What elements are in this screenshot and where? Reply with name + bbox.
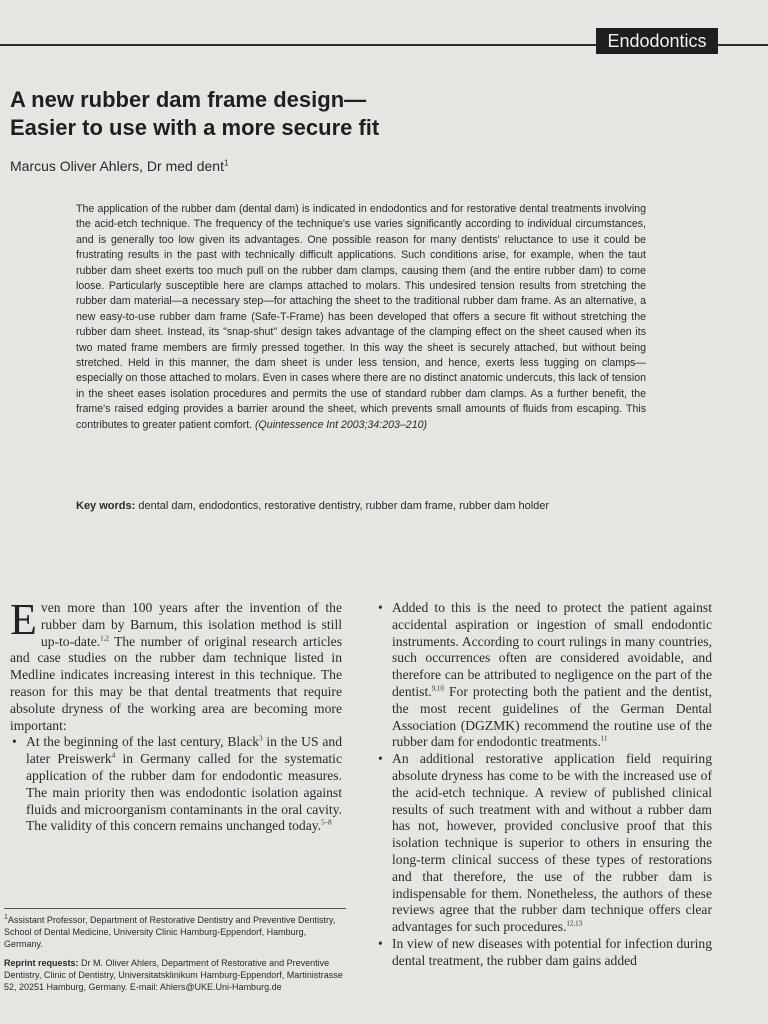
title-line-2: Easier to use with a more secure fit [10, 115, 380, 140]
title-line-1: A new rubber dam frame design— [10, 87, 367, 112]
intro-text-cont: The number of original research articles and case studies on the rubber dam technique listed in Medline indicates increasing interest in this technique. The reason for this may be that dental treatments that require absolute dryness of the working area are becoming more important: [10, 633, 342, 733]
bullet-icon: • [378, 600, 383, 615]
author-name: Marcus Oliver Ahlers, Dr med dent [10, 158, 224, 174]
section-label: Endodontics [596, 28, 718, 54]
affiliation-footnote [4, 914, 346, 950]
article-title [10, 86, 610, 142]
list-item [376, 751, 712, 936]
keywords-text: dental dam, endodontics, restorative dentistry, rubber dam frame, rubber dam holder [138, 500, 550, 512]
reprint-text: Dr M. Oliver Ahlers, Department of Restorative and Preventive Dentistry, Clinic of Dentistry, Universitatsklinikum Hamburg-Eppendorf, Martinistrasse 52, 20251 Hamburg, Germany. E-mail: Ahlers@UKE.Uni-Hamburg.de [4, 958, 343, 992]
keywords-label: Key words: [76, 500, 136, 512]
footnote-divider [4, 908, 346, 909]
bullet-icon: • [12, 734, 17, 750]
abstract-text: The application of the rubber dam (dental dam) is indicated in endodontics and for restorative dental treatments involving the acid-etch technique. The frequency of the technique's use varies significantly according to individual circumstances, and is generally too low given its advantages. One possible reason for many dentists' reluctance to use it could be frustrating results in the past with technically difficult applications. Such conditions arise, for example, when the taut rubber dam sheet exerts too much pull on the rubber dam clamps, causing them (and the entire rubber dam) to come loose. Particularly susceptible here are clamps attached to molars. This undesired tension results from stretching the rubber dam material—a necessary step—for attaching the sheet to the traditional rubber dam frame. As an alternative, a new easy-to-use rubber dam frame (Safe-T-Frame) has been developed that offers a secure fit without stretching the rubber dam sheet. Instead, its "snap-shut" design takes advantage of the clamping effect on the sheet caused when its two mated frame members are firmly pressed together. In this way the sheet is securely attached, but without being stretched. Held in this manner, the dam sheet is under less tension, and hence, exerts less tugging on clamps—especially on those attached to molars. Even in cases where there are no distinct anatomic undercuts, this lack of tension in the sheet eases isolation procedures and permits the use of standard rubber dam clamps. As a further benefit, the frame's raised edging provides a barrier around the sheet, which prevents small amounts of fluids from escaping. This contributes to greater patient comfort. [76, 203, 646, 431]
ref-marker: 9,10 [431, 684, 444, 693]
bullet-list-right [376, 600, 712, 970]
author-line [10, 158, 228, 174]
ref-marker: 11 [600, 734, 608, 743]
intro-text: ven more than 100 years after the invention of the rubber dam by Barnum, this isolation method is still up-to-date. [40, 600, 342, 649]
abstract [76, 202, 646, 433]
affiliation-text: Assistant Professor, Department of Restorative Dentistry and Preventive Dentistry, School of Dental Medicine, University Clinic Hamburg-Eppendorf, Hamburg, Germany. [4, 915, 336, 949]
bullet-text: in Germany called for the systematic application of the rubber dam for endodontic measures. The main priority then was endodontic isolation against fluids and microorganism contaminants in the oral cavity. The validity of this concern remains unchanged today. [26, 751, 342, 834]
bullet-text: At the beginning of the last century, Black [26, 734, 260, 750]
ref-marker: 3 [259, 734, 263, 743]
bullet-list-left [10, 734, 342, 835]
abstract-citation: (Quintessence Int 2003;34:203–210) [255, 418, 428, 431]
bullet-icon: • [378, 935, 383, 951]
body-column-left [10, 595, 343, 835]
reprint-footnote [4, 957, 346, 993]
bullet-text: In view of new diseases with potential for infection during dental treatment, the rubber dam gains added [392, 935, 712, 968]
keywords [76, 500, 656, 512]
footnotes [4, 914, 346, 1000]
ref-marker: 12,13 [566, 919, 583, 928]
bullet-text: in the US and later Preiswerk [26, 734, 343, 767]
list-item [376, 600, 712, 751]
intro-paragraph [10, 595, 342, 734]
body-column-right [376, 600, 712, 970]
bullet-icon: • [378, 751, 383, 767]
list-item [10, 734, 342, 835]
drop-cap: E [10, 595, 37, 644]
ref-marker: 4 [111, 751, 116, 760]
bullet-text: Added to this is the need to protect the patient against accidental aspiration or ingestion of small endodontic instruments. According to court rulings in many countries, such occurrences often are considered avoidable, and therefore can be attributed to negligence on the part of the dentist. [392, 600, 712, 699]
ref-marker: 1,2 [100, 634, 109, 643]
bullet-text: An additional restorative application field requiring absolute dryness has come to be with the increased use of the acid-etch technique. A review of published clinical results of such treatment with and without a rubber dam has not, however, provided conclusive proof that this isolation technique is superior to others in ensuring the long-term clinical success of these types of restorations and that therefore, the use of the rubber dam is indispensable for them. Nonetheless, the authors of these reviews agree that the rubber dam technique offers clear advantages for such procedures. [392, 751, 712, 935]
bullet-text: For protecting both the patient and the dentist, the most recent guidelines of the German Dental Association (DGZMK) recommend the routine use of the rubber dam for endodontic treatments. [392, 683, 712, 750]
author-affil-marker: 1 [223, 158, 229, 168]
ref-marker: 5–8 [321, 818, 332, 827]
reprint-label: Reprint requests: [4, 958, 79, 968]
footnote-marker: 1 [4, 914, 8, 921]
list-item [376, 936, 712, 970]
